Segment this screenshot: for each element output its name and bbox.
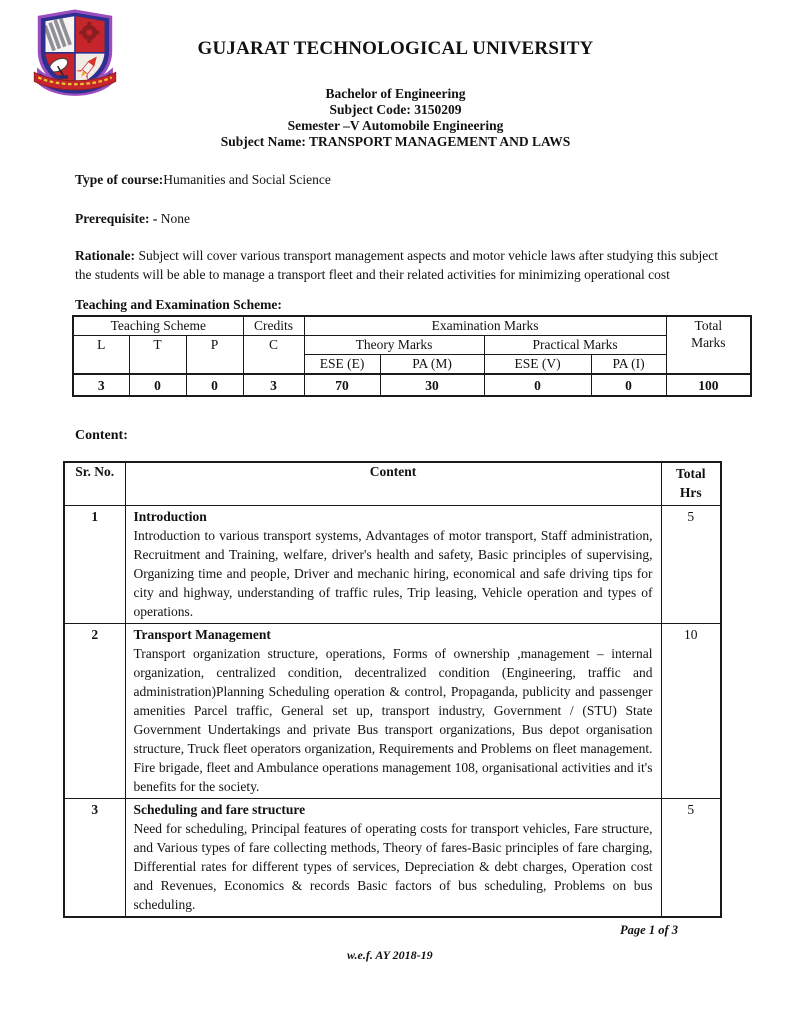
unit-body: Need for scheduling, Principal features of operating costs for transport vehicles, Fare structure, and Various types of fare collecting methods, Theory of fares-Basic principles of fare charging, Differential rates for different types of services, Depreciation & debt charges, Operation cost and Revenues, Economics & records Basic factors of bus scheduling, Problems on bus scheduling. <box>133 821 653 912</box>
semester-line: Semester –V Automobile Engineering <box>287 118 504 133</box>
unit-content <box>125 506 661 624</box>
prerequisite-label: Prerequisite: - <box>75 211 158 226</box>
header-l: L <box>73 336 129 375</box>
subject-name-line: Subject Name: TRANSPORT MANAGEMENT AND LAWS <box>220 134 571 149</box>
prerequisite-value: None <box>160 211 190 226</box>
unit-hours: 5 <box>661 799 721 918</box>
unit-content <box>125 799 661 918</box>
unit-number: 3 <box>64 799 125 918</box>
unit-body: Introduction to various transport systems, Advantages of motor transport, Staff administration, Recruitment and Training, welfare, driver's health and safety, Basic principles of supervising, Organizing time and people, Driver and mechanic hiring, economical and safe driving tips for city and highway, understanding of traffic rules, Trip leasing, Vehicle operation and types of operations. <box>133 528 653 619</box>
value-p: 0 <box>186 374 243 396</box>
unit-body: Transport organization structure, operations, Forms of ownership ,management – internal organization, centralized condition, decentralized condition (Engineering, traffic and administration)Planning Scheduling operation & control, Propaganda, publicity and passenger amenities Parcel traffic, General set up, transport industry, Government / (STU) State Government Undertakings and private Bus transport organizations, Bus depot organisation structure, Truck fleet operators organization, Requirements and Problems on fleet management. Fire brigade, fleet and Ambulance operations management 108, organisational activities and it's benefits for the society. <box>133 646 653 794</box>
scheme-values-row <box>73 374 751 396</box>
header-examination-marks: Examination Marks <box>304 316 666 336</box>
value-pa-m: 30 <box>380 374 484 396</box>
header-practical-marks: Practical Marks <box>484 336 666 355</box>
unit-number: 1 <box>64 506 125 624</box>
header-credits: Credits <box>243 316 304 336</box>
column-header-content: Content <box>125 462 661 506</box>
value-ese-v: 0 <box>484 374 591 396</box>
header-teaching-scheme: Teaching Scheme <box>73 316 243 336</box>
rationale-text: Subject will cover various transport management aspects and motor vehicle laws after studying this subject the students will be able to manage a transport fleet and their related activities for minimizing operational cost <box>75 248 718 282</box>
column-header-total-hrs: Total Hrs <box>661 462 721 506</box>
unit-hours: 10 <box>661 624 721 799</box>
type-of-course-label: Type of course: <box>75 172 164 187</box>
value-l: 3 <box>73 374 129 396</box>
header-total-marks: Total Marks <box>666 316 751 374</box>
unit-content <box>125 624 661 799</box>
wef-note: w.e.f. AY 2018-19 <box>347 948 433 962</box>
prerequisite-line <box>75 210 718 227</box>
header-theory-marks: Theory Marks <box>304 336 484 355</box>
scheme-heading: Teaching and Examination Scheme: <box>75 297 282 312</box>
value-c: 3 <box>243 374 304 396</box>
gtu-crest-icon <box>26 8 124 112</box>
header-pa-m: PA (M) <box>380 355 484 375</box>
unit-title: Introduction <box>133 509 207 524</box>
unit-hours: 5 <box>661 506 721 624</box>
unit-number: 2 <box>64 624 125 799</box>
header-pa-i: PA (I) <box>591 355 666 375</box>
subject-code-line: Subject Code: 3150209 <box>329 102 462 117</box>
content-table <box>63 461 722 918</box>
header-ese-v: ESE (V) <box>484 355 591 375</box>
page-number: Page 1 of 3 <box>620 923 678 937</box>
header-c: C <box>243 336 304 375</box>
content-heading: Content: <box>75 428 128 443</box>
program-line: Bachelor of Engineering <box>325 86 466 101</box>
unit-title: Transport Management <box>133 627 271 642</box>
type-of-course-value: Humanities and Social Science <box>163 172 331 187</box>
value-pa-i: 0 <box>591 374 666 396</box>
header-ese-e: ESE (E) <box>304 355 380 375</box>
content-row-1 <box>64 506 721 624</box>
rationale-paragraph <box>75 246 718 284</box>
content-row-3 <box>64 799 721 918</box>
value-t: 0 <box>129 374 186 396</box>
header-p: P <box>186 336 243 375</box>
column-header-sr-no: Sr. No. <box>64 462 125 506</box>
gtu-logo <box>26 8 124 112</box>
value-total: 100 <box>666 374 751 396</box>
value-ese-e: 70 <box>304 374 380 396</box>
unit-title: Scheduling and fare structure <box>133 802 306 817</box>
rationale-label: Rationale: <box>75 248 135 263</box>
header-t: T <box>129 336 186 375</box>
type-of-course-line <box>75 171 718 188</box>
content-row-2 <box>64 624 721 799</box>
university-title: GUJARAT TECHNOLOGICAL UNIVERSITY <box>197 38 594 59</box>
teaching-examination-scheme-table <box>72 315 752 397</box>
